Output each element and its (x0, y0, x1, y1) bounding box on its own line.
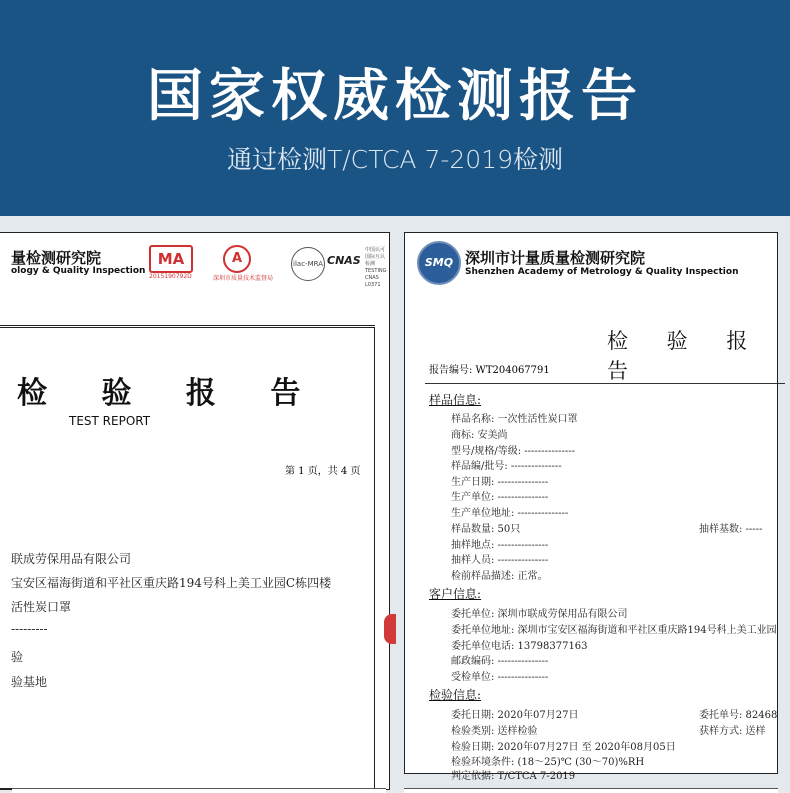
client-field: 委托单位: 深圳市联成劳保用品有限公司 (451, 609, 628, 620)
cnas-note: 中国认可 国际互认 检测 TESTING CNAS L0371 (365, 247, 387, 288)
cnas-logo: CNAS (327, 254, 361, 267)
sample-field: 抽样地点: --------------- (451, 540, 549, 551)
cal-logo (213, 245, 274, 282)
acquire-method: 获样方式: 送样 (699, 726, 766, 737)
cma-number: 2015190792D (149, 273, 192, 280)
report-cover-left (0, 232, 390, 790)
inspection-section-title: 检验信息: (429, 688, 482, 702)
sample-field: 生产单位地址: --------------- (451, 508, 569, 519)
sample-field: 型号/规格/等级: --------------- (451, 446, 575, 457)
right-letterhead-cn: 深圳市计量质量检测研究院 (465, 249, 646, 267)
sample-field: 样品数量: 50只 (451, 524, 521, 535)
sample-field: 生产日期: --------------- (451, 477, 549, 488)
order-number: 委托单号: 82468 (699, 710, 778, 721)
ilac-logo: ilac-MRA (291, 247, 325, 281)
left-letterhead-cn: 量检测研究院 (11, 249, 102, 267)
client-field: 受检单位: --------------- (451, 672, 549, 683)
left-letterhead-en: ology & Quality Inspection (11, 266, 146, 276)
red-side-tab (384, 614, 396, 644)
sampling-base: 抽样基数: ----- (699, 524, 763, 535)
client-field: 邮政编码: --------------- (451, 656, 549, 667)
cma-mark: MA (149, 245, 193, 273)
left-row-base: 验基地 (11, 675, 48, 689)
client-field: 委托单位电话: 13798377163 (451, 641, 588, 652)
sample-field: 抽样人员: --------------- (451, 555, 549, 566)
left-row-type: 验 (11, 650, 24, 664)
left-report-title-en: TEST REPORT (69, 414, 151, 428)
banner-subtitle: 通过检测T/CTCA 7-2019检测 (226, 145, 563, 174)
left-report-body (0, 327, 375, 789)
client-section-title: 客户信息: (429, 587, 482, 601)
inspection-field: 委托日期: 2020年07月27日 (451, 710, 579, 721)
next-page-edge-left (12, 788, 386, 793)
inspection-field-cut: 判定依据: T/CTCA 7-2019 (451, 771, 576, 782)
sample-field: 样品编/批号: --------------- (451, 461, 562, 472)
inspection-field: 检验环境条件: (18～25)℃ (30～70)%RH (451, 757, 645, 768)
left-row-client: 联成劳保用品有限公司 (11, 552, 132, 566)
left-page-info: 第 1 页，共 4 页 (285, 466, 361, 477)
header-banner (0, 0, 790, 216)
right-letterhead-en: Shenzhen Academy of Metrology & Quality Inspection (465, 267, 739, 277)
report-number: 报告编号: WT204067791 (429, 365, 550, 376)
banner-title: 国家权威检测报告 (147, 64, 643, 129)
sample-field: 商标: 安美尚 (451, 430, 508, 441)
sample-field: 样品名称: 一次性活性炭口罩 (451, 414, 578, 425)
cal-note: 深圳市质量技术监督局 (213, 275, 274, 282)
cma-logo (149, 245, 197, 280)
left-row-sample: 活性炭口罩 (11, 600, 72, 614)
left-letterhead (0, 233, 387, 326)
sample-field: 生产单位: --------------- (451, 492, 549, 503)
cal-mark: A (223, 245, 251, 273)
smq-logo: SMQ (417, 241, 461, 285)
sample-section-title: 样品信息: (429, 393, 482, 407)
left-report-title: 检 验 报 告 (17, 376, 323, 411)
inspection-field: 检验类别: 送样检验 (451, 726, 538, 737)
inspection-field: 检验日期: 2020年07月27日 至 2020年08月05日 (451, 742, 676, 753)
left-row-address: 宝安区福海街道和平社区重庆路194号科上美工业园C栋四楼 (11, 576, 332, 590)
document-stage (0, 216, 790, 792)
sample-field: 检前样品描述: 正常。 (451, 571, 548, 582)
header-rule (425, 383, 785, 384)
client-field: 委托单位地址: 深圳市宝安区福海街道和平社区重庆路194号科上美工业园 (451, 625, 777, 636)
left-row-blank: --------- (11, 622, 48, 636)
next-page-edge-right (404, 788, 778, 793)
right-report-title: 检 验 报 告 (607, 329, 764, 383)
report-page-right (404, 232, 778, 782)
